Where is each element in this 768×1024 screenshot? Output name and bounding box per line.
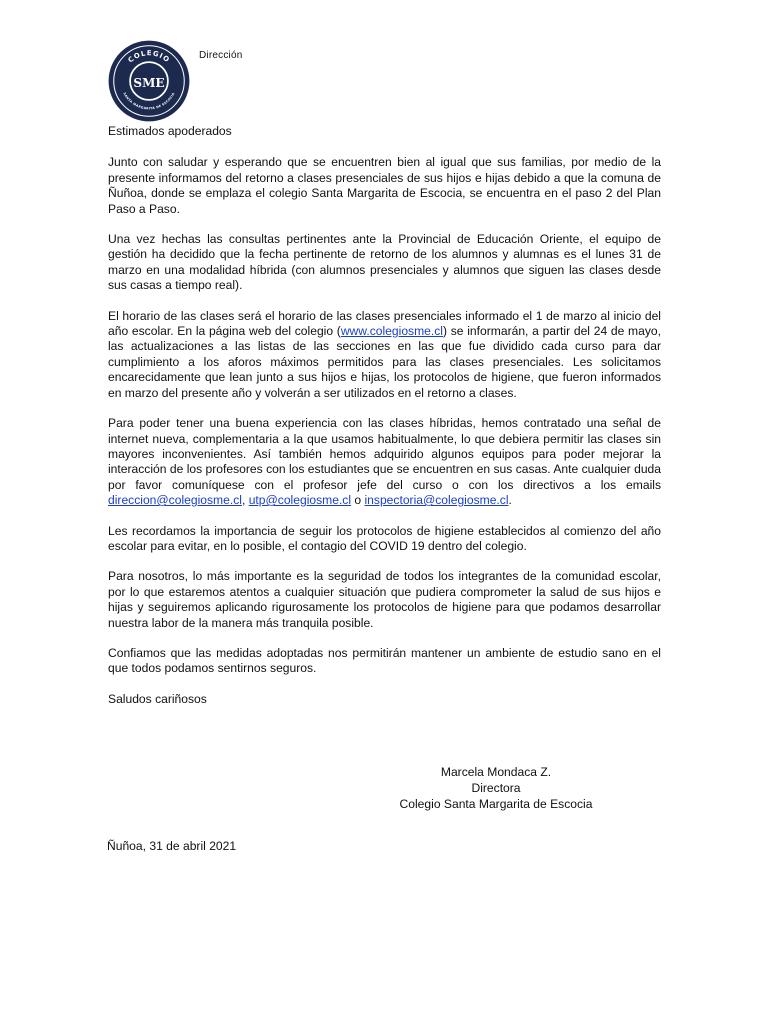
paragraph-7: Confiamos que las medidas adoptadas nos permitirán mantener un ambiente de estudio sano en el que todos podamos sentirnos seguros. xyxy=(108,645,661,676)
paragraph-4-text: Para poder tener una buena experiencia con las clases híbridas, hemos contratado una señal de internet nueva, complementaria a la que usamos habitualmente, lo que debiera permitir las clases sin mayores inconvenientes. Así también hemos adquirido algunos equipos para poder mejorar la interacción de los profesores con los estudiantes que se encuentren en sus casas. Ante cualquier duda por favor comuníquese con el profesor jefe del curso o con los directivos a los emails xyxy=(108,416,661,492)
website-link[interactable]: www.colegiosme.cl xyxy=(340,324,443,339)
paragraph-3-text-a: El horario de las clases será el horario de las clases presenciales informado el 1 de marzo al inicio del año escolar. En la página web del colegio ( xyxy=(108,308,661,339)
logo-text-top: COLEGIO xyxy=(126,49,172,65)
signature-role: Directora xyxy=(471,781,521,795)
paragraph-5: Les recordamos la importancia de seguir los protocolos de higiene establecidos al comienzo del año escolar para evitar, en lo posible, el contagio del COVID 19 dentro del colegio. xyxy=(108,523,661,553)
email-link-utp[interactable]: utp@colegiosme.cl xyxy=(248,493,352,508)
date-line: Ñuñoa, 31 de abril 2021 xyxy=(107,839,237,853)
paragraph-3 xyxy=(108,309,661,401)
paragraph-4-end: . xyxy=(508,493,512,508)
paragraph-3-text-b: ) se informarán, a partir del 24 de mayo, las actualizaciones a las listas de las secciones en las que fue dividido cada curso para dar cumplimiento a los aforos máximos permitidos para las clases presenciales. Les solicitamos encarecidamente que lean junto a sus hijos e hijas, los protocolos de higiene, que fueron informados en marzo del presente año y volverán a ser utilizados en el retorno a clases. xyxy=(108,324,661,400)
email-link-inspectoria[interactable]: inspectoria@colegiosme.cl xyxy=(364,493,509,508)
signature-institution: Colegio Santa Margarita de Escocia xyxy=(399,797,593,811)
greeting: Estimados apoderados xyxy=(108,124,232,138)
paragraph-6: Para nosotros, lo más importante es la seguridad de todos los integrantes de la comunidad escolar, por lo que estaremos atentos a cualquier situación que pudiera comprometer la salud de sus hijos e hijas y seguiremos aplicando rigurosamente los protocolos de higiene para que podamos desarrollar nuestra labor de la manera más tranquila posible. xyxy=(108,569,661,630)
logo-monogram: SME xyxy=(133,76,165,91)
school-logo xyxy=(106,38,192,124)
closing: Saludos cariñosos xyxy=(108,691,207,706)
paragraph-4 xyxy=(108,416,661,508)
email-link-direccion[interactable]: direccion@colegiosme.cl xyxy=(108,493,242,508)
letter-body xyxy=(108,124,661,707)
logo-text-bottom: SANTA MARGARITA DE ESCOCIA xyxy=(122,91,176,111)
signature-name: Marcela Mondaca Z. xyxy=(440,765,552,779)
paragraph-2: Una vez hechas las consultas pertinentes ante la Provincial de Educación Oriente, el equipo de gestión ha decidido que la fecha pertinente de retorno de los alumnos y alumnas es el lunes 31 de marzo en una modalidad híbrida (con alumnos presenciales y alumnos que siguen las clases desde sus casas a tiempo real). xyxy=(108,232,661,293)
paragraph-1: Junto con saludar y esperando que se encuentren bien al igual que sus familias, por medio de la presente informamos del retorno a clases presenciales de sus hijos e hijas debido a que la comuna de Ñuñoa, donde se emplaza el colegio Santa Margarita de Escocia, se encuentra en el paso 2 del Plan Paso a Paso. xyxy=(108,155,661,216)
paragraph-4-separator-1: , xyxy=(241,493,249,508)
signature-block xyxy=(320,764,672,812)
paragraph-4-separator-2: o xyxy=(351,493,365,508)
department-label: Dirección xyxy=(199,50,243,61)
